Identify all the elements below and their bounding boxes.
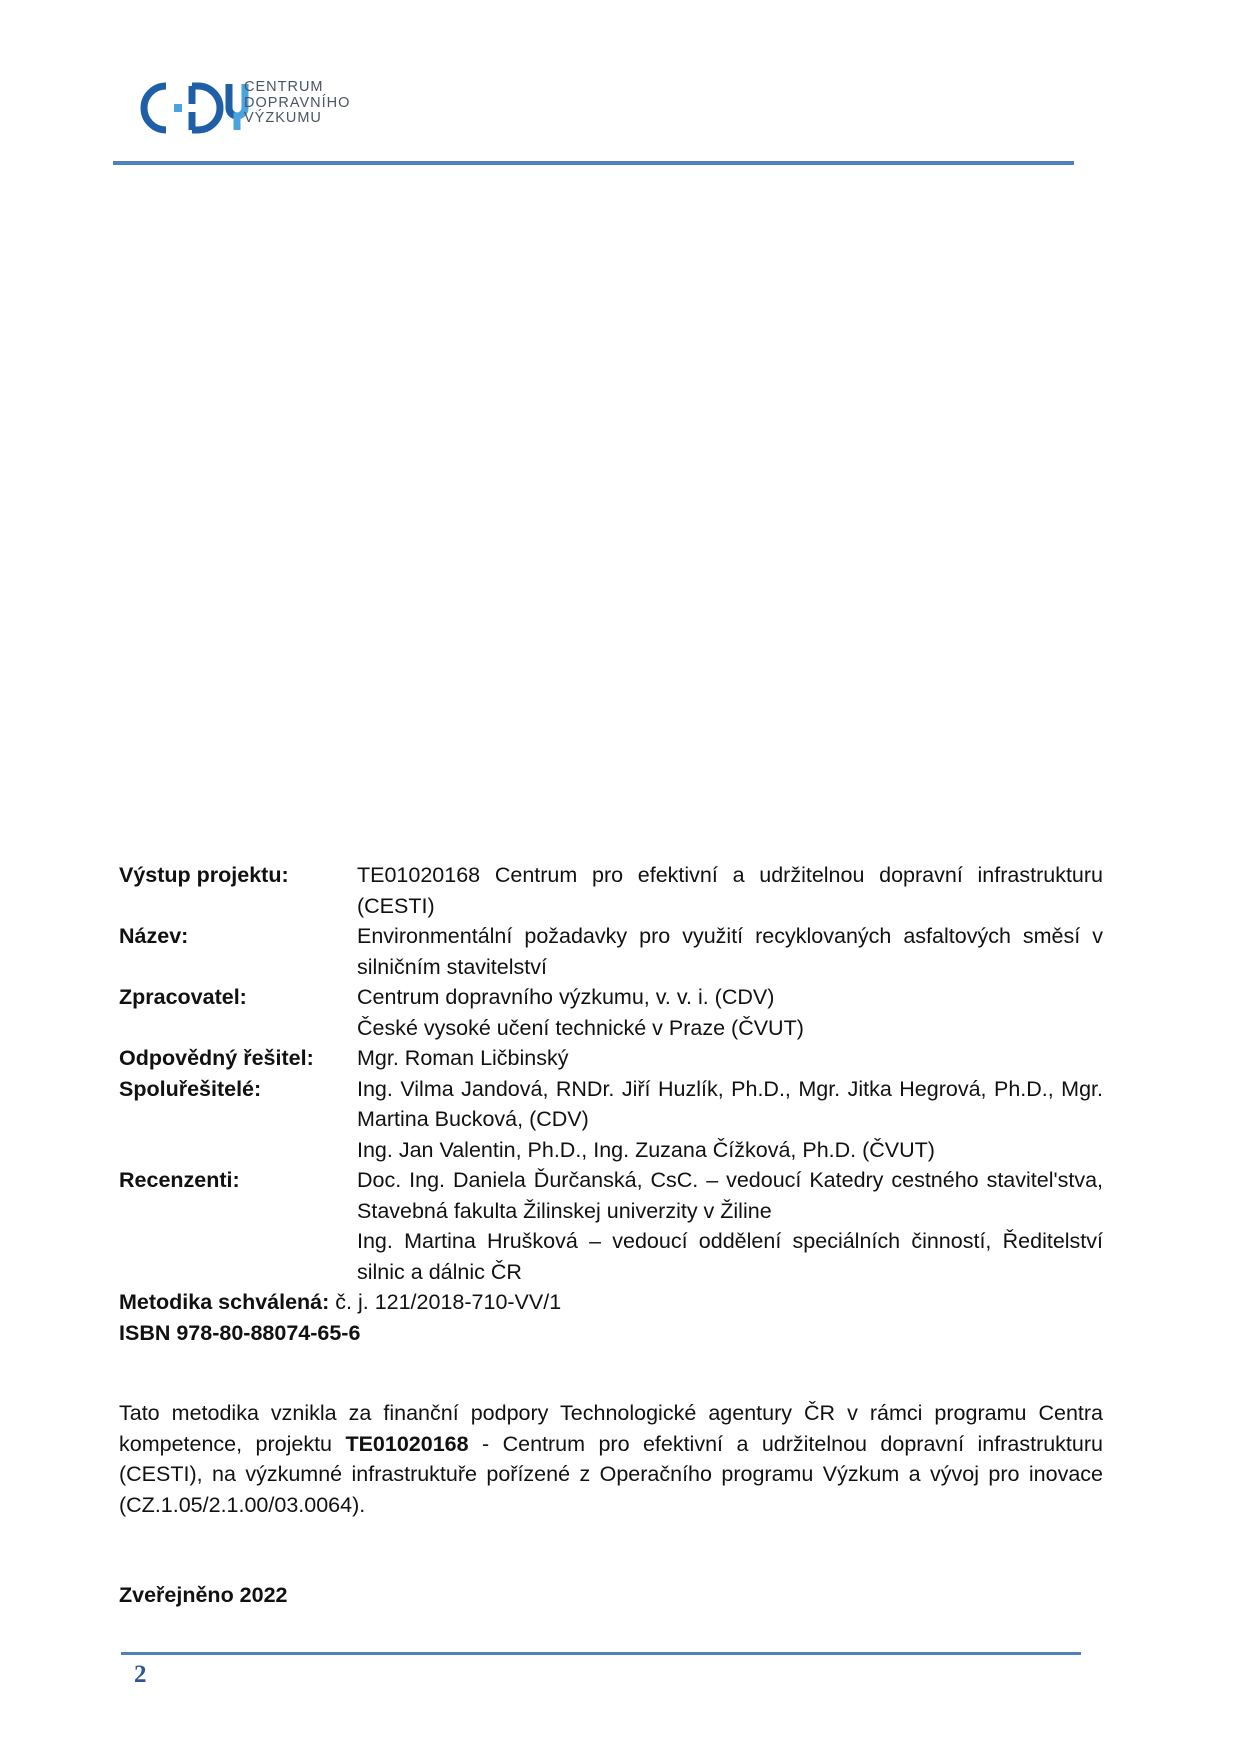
paragraph-text-end: - Centrum pro efektivní a udržitelnou dopravní infrastrukturu (CESTI), na výzkumné infrastruktuře pořízené z Operačního programu Výzkum a vývoj pro inovace (CZ.1.05/2.1.00/03.0064). [119,1431,1103,1517]
meta-value [357,1074,1103,1166]
meta-label: Recenzenti: [119,1168,240,1192]
meta-value-line: Ing. Jan Valentin, Ph.D., Ing. Zuzana Čížková, Ph.D. (ČVUT) [357,1137,935,1162]
project-code: TE01020168 [345,1431,469,1456]
meta-value [357,1165,1103,1287]
meta-value [357,982,1103,1043]
meta-row-title [119,921,1103,982]
logo-letter-c [144,86,166,130]
meta-value-line: České vysoké učení technické v Praze (ČVUT) [357,1015,804,1040]
paragraph-text-start: Tato metodika vznikla za finanční podpory Technologické agentury ČR v rámci programu Centra kompetence, projektu [119,1401,1103,1456]
footer-rule [121,1652,1081,1655]
logo-line-3: VÝZKUMU [244,110,322,126]
meta-row-reviewers [119,1165,1103,1287]
meta-value-line: Ing. Vilma Jandová, RNDr. Jiří Huzlík, Ph.D., Mgr. Jitka Hegrová, Ph.D., Mgr. Martina Bucková, (CDV) [357,1076,1103,1131]
logo-letter-d [192,86,220,130]
meta-row-output [119,860,1103,921]
project-metadata [119,860,1103,1348]
meta-value-line: Doc. Ing. Daniela Ďurčanská, CsC. – vedoucí Katedry cestného stavitel'stva, Stavebná fakulta Žilinskej univerzity v Žiline [357,1168,1103,1223]
published-year: Zveřejněno 2022 [119,1583,288,1607]
meta-label: Spoluřešitelé: [119,1076,262,1101]
logo-wordmark [244,80,350,127]
meta-value: Mgr. Roman Ličbinský [357,1046,569,1070]
meta-row-co-researchers [119,1074,1103,1166]
meta-label: Název: [119,924,189,948]
page-number: 2 [134,1661,147,1688]
meta-label: Metodika schválená: [119,1290,330,1314]
logo-line-2: DOPRAVNÍHO [244,94,351,111]
meta-label: Odpovědný řešitel: [119,1046,314,1070]
isbn: ISBN 978-80-88074-65-6 [119,1320,361,1345]
meta-value: č. j. 121/2018-710-VV/1 [329,1290,562,1314]
meta-value-line: Ing. Martina Hrušková – vedoucí oddělení speciálních činností, Ředitelství silnic a dálnic ČR [357,1229,1103,1284]
meta-value-line: Centrum dopravního výzkumu, v. v. i. (CDV) [357,985,775,1009]
meta-label: Zpracovatel: [119,985,247,1009]
meta-row-processor [119,982,1103,1043]
meta-row-lead [119,1043,1103,1074]
logo-line-1: CENTRUM [244,79,324,95]
meta-label: Výstup projektu: [119,863,289,887]
meta-value: Environmentální požadavky pro využití recyklovaných asfaltových směsí v silničním stavitelství [357,924,1103,979]
meta-value: TE01020168 Centrum pro efektivní a udržitelnou dopravní infrastrukturu (CESTI) [357,863,1103,918]
funding-paragraph [119,1398,1103,1520]
header-rule [113,161,1074,165]
meta-row-approved [119,1287,1103,1318]
logo-square [174,104,182,112]
